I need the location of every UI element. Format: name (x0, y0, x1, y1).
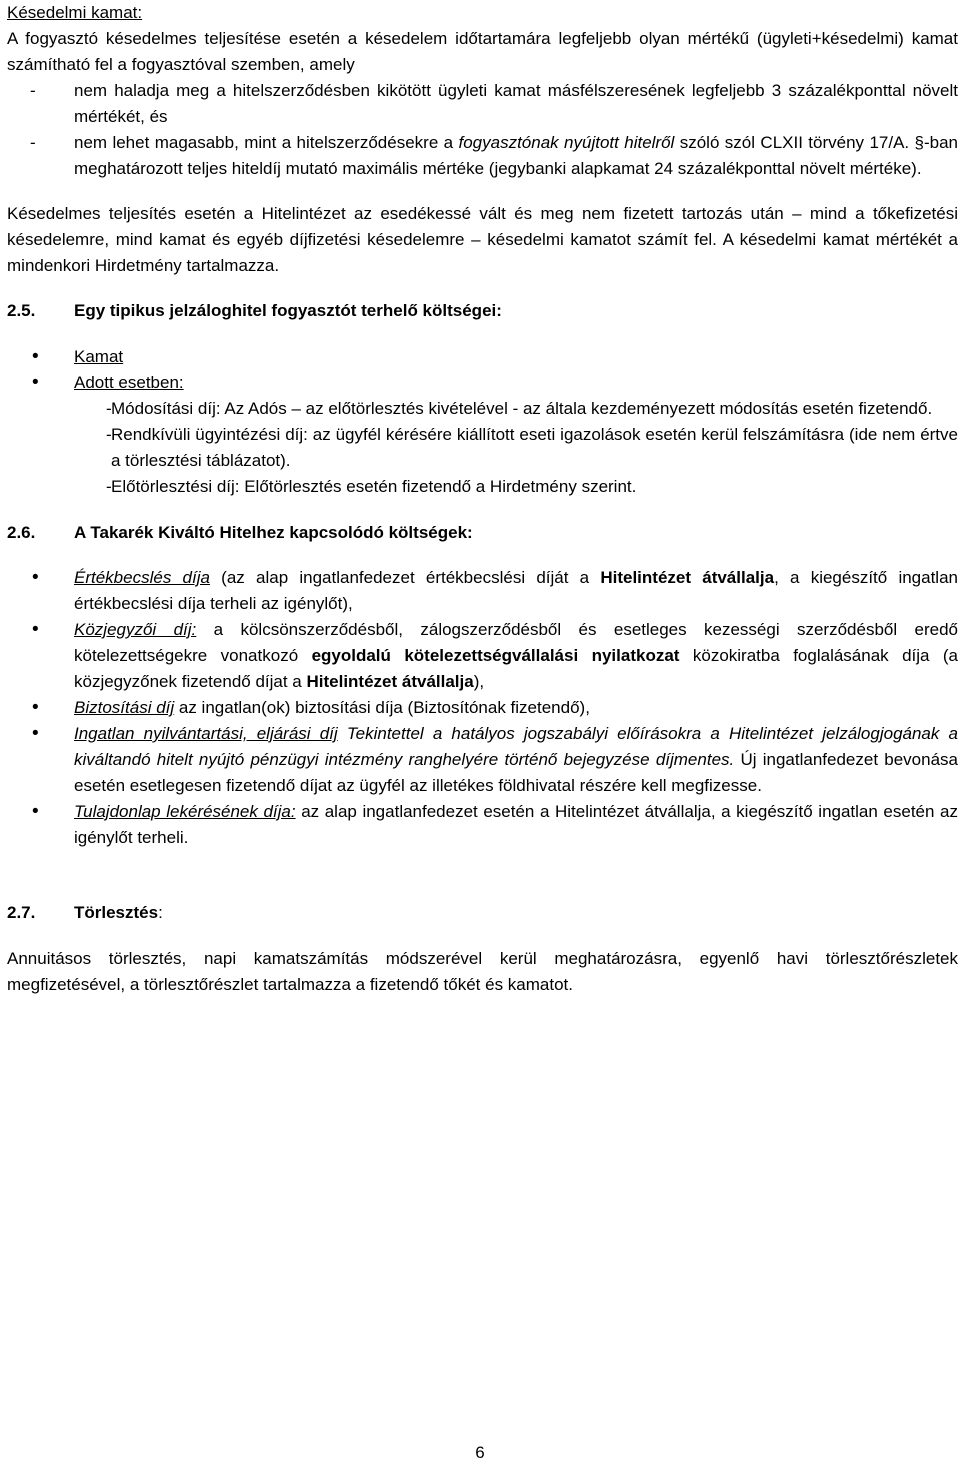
late-interest-intro: A fogyasztó késedelmes teljesítése esetén a késedelem időtartamára legfeljebb olyan mértékű (ügyleti+késedelmi) kamat számítható fel a fogyasztóval szemben, amely (7, 29, 958, 74)
list-item: - Módosítási díj: Az Adós – az előtörlesztés kivételével - az általa kezdeményezett módosítás esetén fizetendő. (106, 399, 933, 418)
section-heading-2-7: 2.7. Törlesztés : (7, 903, 163, 922)
repayment-paragraph: Annuitásos törlesztés, napi kamatszámítás módszerével kerül meghatározásra, egyenlő havi törlesztőrészletek megfizetésével, a törlesztőrészlet tartalmazza a fizetendő tőkét és kamatot. (7, 949, 958, 994)
kivalto-cost-list (7, 565, 958, 851)
cost-list (7, 344, 958, 396)
list-item: - Rendkívüli ügyintézési díj: az ügyfél kérésére kiállított eseti igazolások esetén kerül felszámításra (ide nem értve a törlesztési táblázatot). (106, 425, 958, 470)
list-item: - Előtörlesztési díj: Előtörlesztés esetén fizetendő a Hirdetmény szerint. (106, 477, 637, 496)
list-item: • Kamat (7, 344, 958, 370)
list-item: • Ingatlan nyilvántartási, eljárási díj Tekintettel a hatályos jogszabályi előírásokra a Hitelintézet jelzálogjogának a kiváltandó hitelt nyújtó pénzügyi intézmény ranghelyére történő bejegyzése díjmentes. Új ingatlanfedezet bevonása esetén esetlegesen fizetendő díjat az ügyfél az illetékes földhivatal részére kell megfizesse. (7, 721, 958, 799)
list-item: • Adott esetben: (7, 370, 958, 396)
late-interest-paragraph: Késedelmes teljesítés esetén a Hitelintézet az esedékessé vált és meg nem fizetett tartozás után – mind a tőkefizetési késedelemre, mind kamat és egyéb díjfizetési késedelemre – késedelmi kamatot számít fel. A késedelmi kamat mértékét a mindenkori Hirdetmény tartalmazza. (7, 204, 958, 275)
list-item: • Biztosítási díj az ingatlan(ok) biztosítási díja (Biztosítónak fizetendő), (7, 695, 958, 721)
late-interest-dash-1: - nem haladja meg a hitelszerződésben kikötött ügyleti kamat másfélszeresének legfeljebb 3 százalékponttal növelt mértékét, és (30, 81, 958, 126)
late-interest-dash-2: - nem lehet magasabb, mint a hitelszerződésekre a fogyasztónak nyújtott hitelről szóló szól CLXII törvény 17/A. §-ban meghatározott teljes hiteldíj mutató maximális mértéke (jegybanki alapkamat 24 százalékponttal növelt mértéke). (30, 133, 959, 178)
list-item: • Értékbecslés díja (az alap ingatlanfedezet értékbecslési díját a Hitelintézet átvállalja, a kiegészítő ingatlan értékbecslési díja terheli az igénylőt), (7, 565, 958, 617)
section-heading-2-6: 2.6. A Takarék Kiváltó Hitelhez kapcsolódó költségek: (7, 523, 473, 542)
cost-sublist (7, 396, 958, 500)
page-number: 6 (475, 1443, 485, 1462)
list-item: • Közjegyzői díj: a kölcsönszerződésből, zálogszerződésből és esetleges kezességi szerződésből eredő kötelezettségekre vonatkozó egyoldalú kötelezettségvállalási nyilatkozat közokiratba foglalásának díja (a közjegyzőnek fizetendő díjat a Hitelintézet átvállalja), (7, 617, 958, 695)
document-page (7, 0, 958, 998)
section-heading-2-5: 2.5. Egy tipikus jelzáloghitel fogyasztót terhelő költségei: (7, 301, 502, 320)
list-item: • Tulajdonlap lekérésének díja: az alap ingatlanfedezet esetén a Hitelintézet átvállalja, a kiegészítő ingatlan esetén az igénylőt terheli. (7, 799, 958, 851)
late-interest-heading: Késedelmi kamat: (7, 3, 143, 22)
